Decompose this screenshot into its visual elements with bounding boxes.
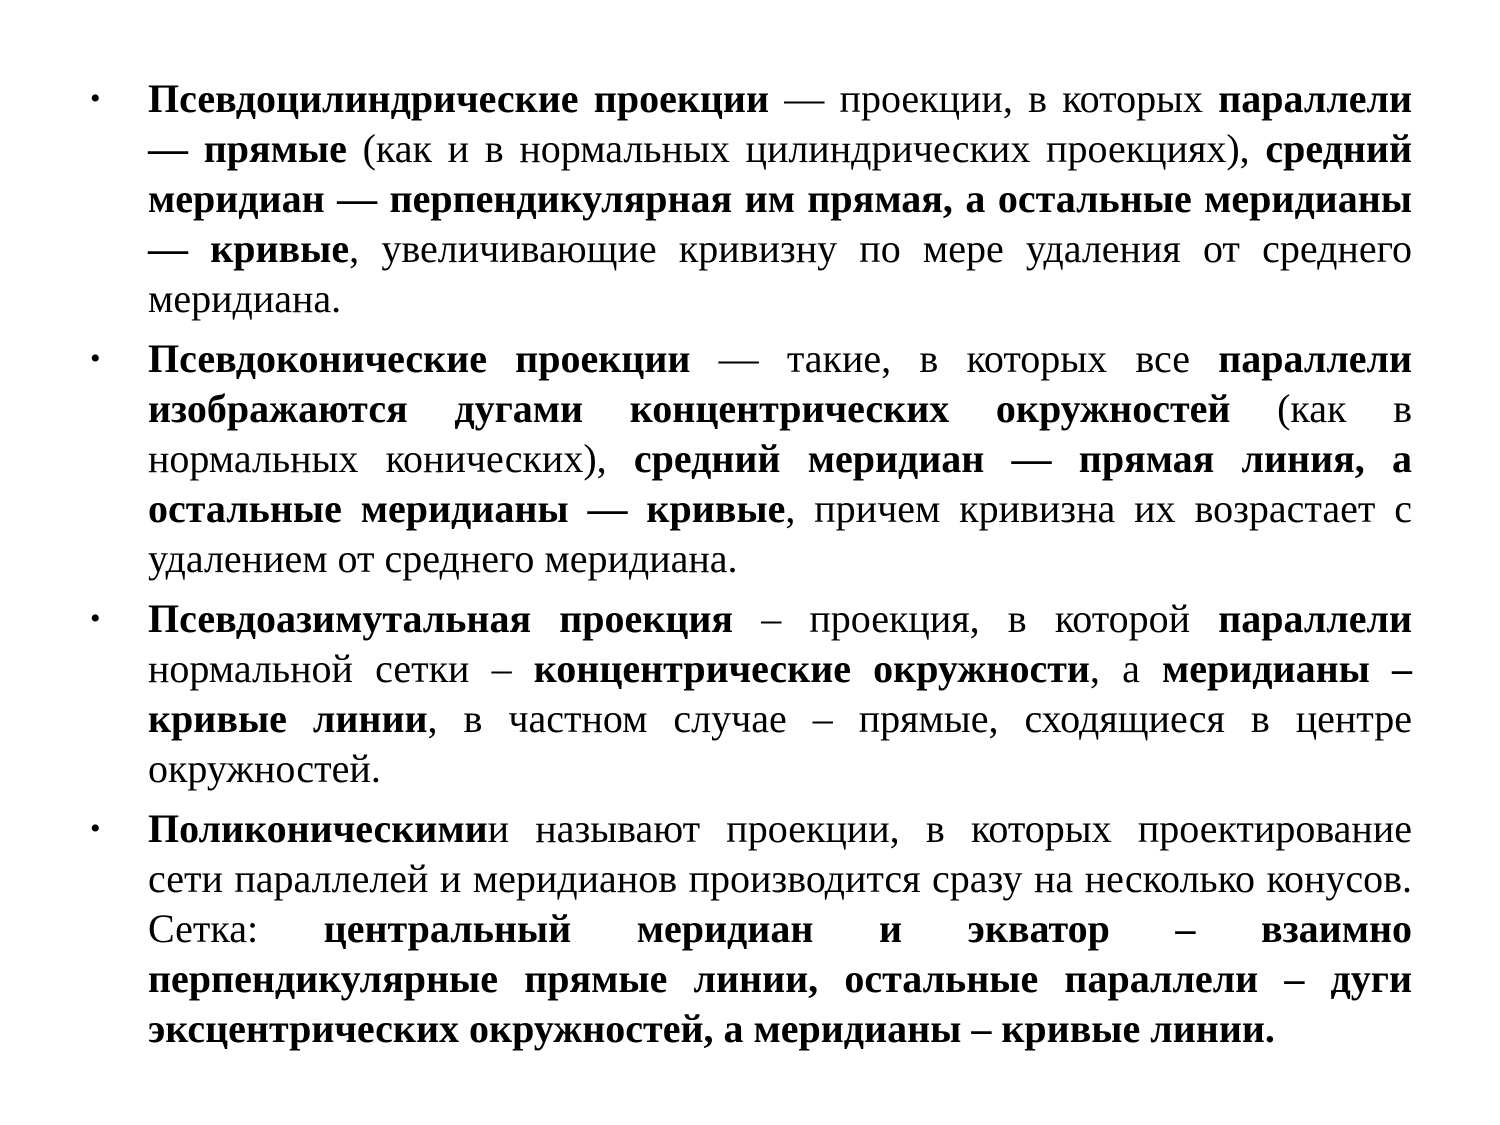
plain-text: и называют проекции, в которых проектирование сети параллелей и меридианов производится сразу на несколько конусов. Сетка: (148, 806, 1412, 951)
plain-text: , увеличивающие кривизну по мере удаления от среднего меридиана. (148, 226, 1412, 321)
plain-text: – проекция, в которой (733, 596, 1219, 641)
bullet-dot-icon: • (90, 812, 101, 845)
bold-term: параллели изображаются дугами концентрических окружностей (148, 336, 1413, 431)
bullet-text (148, 804, 1412, 1054)
bold-term: средний меридиан — перпендикулярная им прямая, а остальные меридианы — кривые (148, 126, 1412, 271)
plain-text: , причем кривизна их возрастает с удалением от среднего меридиана. (148, 486, 1412, 581)
plain-text: нормальной сетки – (148, 646, 534, 691)
bold-term: Псевдоцилиндрические проекции (148, 76, 770, 121)
bullet-item-polyconic (90, 804, 1412, 1054)
bullet-item-pseudoconic (90, 334, 1412, 584)
plain-text: — проекции, в которых (769, 76, 1219, 121)
bold-term: средний меридиан — прямая линия, а остальные меридианы — кривые (148, 436, 1412, 531)
bullet-text (148, 334, 1412, 584)
plain-text: (как и в нормальных цилиндрических проекциях), (346, 126, 1266, 171)
bullet-dot-icon: • (90, 602, 101, 635)
bullet-text (148, 594, 1412, 794)
bold-term: Псевдоконические проекции (148, 336, 691, 381)
bullet-item-pseudoazimuthal (90, 594, 1412, 794)
plain-text: (как в нормальных конических), (148, 386, 1412, 481)
bold-term: меридианы – кривые линии (148, 646, 1413, 741)
bold-term: параллели (1218, 596, 1412, 641)
plain-text: , а (1089, 646, 1162, 691)
bullet-text (148, 74, 1412, 324)
bold-term: параллели — прямые (148, 76, 1413, 171)
bullet-dot-icon: • (90, 82, 101, 115)
bullet-list (90, 74, 1412, 1054)
bold-term: центральный меридиан и экватор – взаимно перпендикулярные прямые линии, остальные параллели – дуги эксцентрических окружностей, а меридианы – кривые линии. (148, 906, 1412, 1051)
bold-term: концентрические окружности (533, 646, 1090, 691)
plain-text: — такие, в которых все (690, 336, 1219, 381)
bullet-item-pseudocylindrical (90, 74, 1412, 324)
bold-term: Поликоническими (148, 806, 488, 851)
bold-term: Псевдоазимутальная проекция (148, 596, 734, 641)
bullet-dot-icon: • (90, 342, 101, 375)
plain-text: , в частном случае – прямые, сходящиеся в центре окружностей. (148, 696, 1413, 791)
